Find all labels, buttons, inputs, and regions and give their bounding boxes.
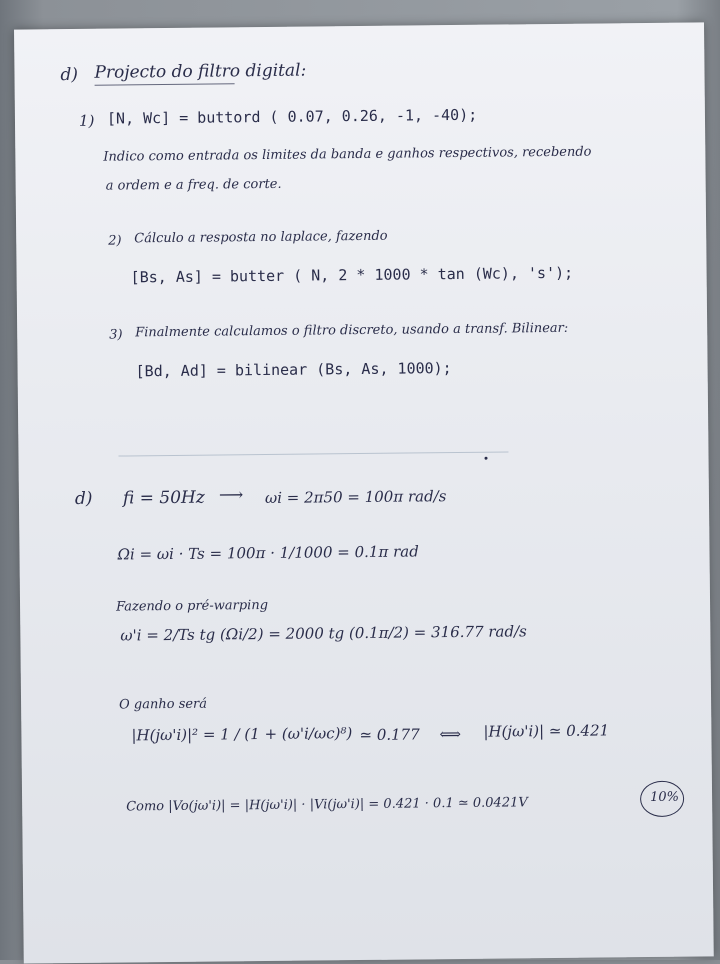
output-voltage-equation: Como |Vo(jω'i)| = |H(jω'i)| · |Vi(jω'i)| = 0.421 · 0.1 ≃ 0.0421V — [126, 795, 528, 815]
step3-formula: [Bd, Ad] = bilinear (Bs, As, 1000); — [135, 359, 452, 381]
title-underline — [95, 83, 235, 85]
handwritten-page — [14, 22, 714, 963]
prewarping-label: Fazendo o pré-warping — [115, 597, 269, 615]
ink-dot — [485, 457, 488, 460]
gain-label: O ganho será — [119, 696, 208, 713]
equivalence-arrow: ⟺ — [439, 724, 462, 744]
step2-formula: [Bs, As] = butter ( N, 2 * 1000 * tan (Wc), 's'); — [130, 263, 574, 287]
Omega-i-discrete: Ωi = ωi · Ts = 100π · 1/1000 = 0.1π rad — [117, 542, 419, 564]
gain-squared-value: ≃ 0.177 — [359, 725, 420, 745]
step2-note: Cálculo a resposta no laplace, fazendo — [134, 228, 388, 247]
step1-formula: [N, Wc] = buttord ( 0.07, 0.26, -1, -40); — [106, 105, 478, 128]
arrow-right: ⟶ — [218, 485, 244, 506]
section-divider — [118, 451, 508, 456]
section-title: Projecto do filtro digital: — [94, 60, 307, 83]
step3-note: Finalmente calculamos o filtro discreto, usando a transf. Bilinear: — [135, 320, 569, 341]
omega-i: ωi = 2π50 = 100π rad/s — [264, 487, 447, 508]
step3-number: 3) — [109, 327, 123, 343]
section-label-d2: d) — [74, 488, 93, 510]
gain-formula: |H(jω'i)|² = 1 / (1 + (ω'i/ωc)⁸) — [131, 724, 353, 745]
freq-fi: fi = 50Hz — [122, 487, 205, 509]
prewarped-frequency: ω'i = 2/Ts tg (Ωi/2) = 2000 tg (0.1π/2) = 316.77 rad/s — [120, 622, 527, 645]
step1-number: 1) — [78, 111, 95, 130]
circled-result-text: 10% — [650, 789, 680, 805]
step1-note-line1: Indico como entrada os limites da banda e ganhos respectivos, recebendo — [103, 144, 592, 165]
step1-note-line2: a ordem e a freq. de corte. — [105, 176, 282, 194]
section-label-d1: d) — [60, 64, 79, 86]
gain-magnitude: |H(jω'i)| ≃ 0.421 — [483, 721, 610, 741]
step2-number: 2) — [108, 233, 122, 249]
